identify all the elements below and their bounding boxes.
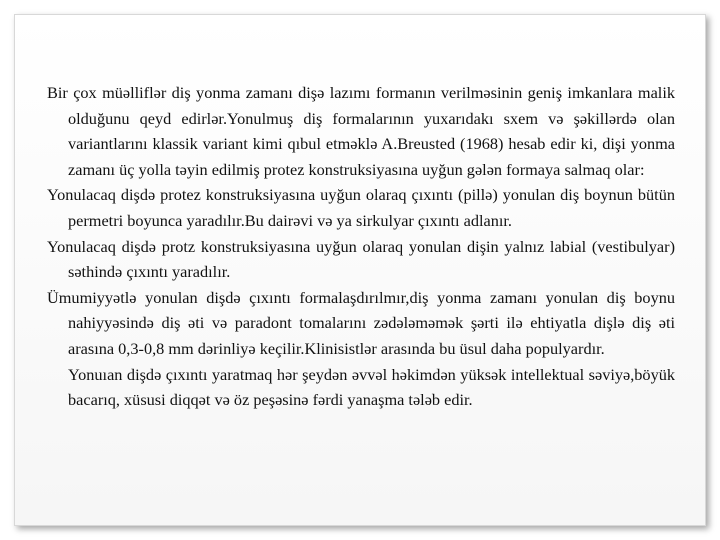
paragraph-no-ledge: Ümumiyyətlə yonulan dişdə çıxıntı formalaşdırılmır,diş yonma zamanı yonulan diş boynu nahiyyəsində diş əti və paradont tomalarını zədələməmək şərti ilə ehtiyatla dişlə diş əti arasına 0,3-0,8 mm dərinliyə keçilir.Klinisistlər arasında bu üsul daha populyardır. xyxy=(47,287,675,358)
paragraph-conclusion: Yonuıan dişdə çıxıntı yaratmaq hər şeydən əvvəl həkimdən yüksək intellektual səviyə,böyük bacarıq, xüsusi diqqət və öz peşəsinə fərdi yanaşma tələb edir. xyxy=(68,364,675,410)
slide-body-text xyxy=(47,80,675,413)
paragraph-circular-ledge: Yonulacaq dişdə protez konstruksiyasına uyğun olaraq çıxıntı (pillə) yonulan diş boynun bütün permetri boyunca yaradılır.Bu dairəvi və ya sirkulyar çıxıntı adlanır. xyxy=(47,185,675,230)
paragraph-intro: Bir çox müəlliflər diş yonma zamanı dişə lazımı formanın verilməsinin geniş imkanlara malik olduğunu qeyd edirlər.Yonulmuş diş formalarının yuxarıdakı sxem və şəkillərdə olan variantlarını klassik variant kimi qıbul etməklə A.Breusted (1968) hesab edir ki, dişi yonma zamanı üç yolla təyin edilmiş protez konstruksiyasına uyğun gələn formaya salmaq olar: xyxy=(47,83,675,179)
paragraph-labial-ledge: Yonulacaq dişdə protz konstruksiyasına uyğun olaraq yonulan dişin yalnız labial (vestibulyar) səthində çıxıntı yaradılır. xyxy=(47,236,675,282)
